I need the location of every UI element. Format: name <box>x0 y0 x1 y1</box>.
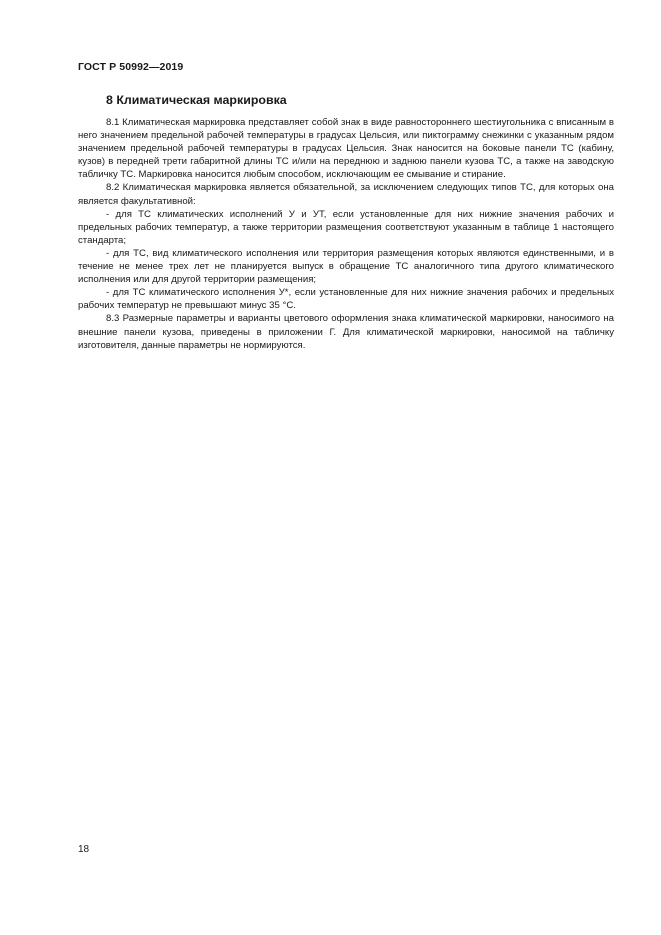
paragraph-8-2: 8.2 Климатическая маркировка является обязательной, за исключением следующих типов ТС, для которых она является факультативной: <box>78 182 614 207</box>
page-number: 18 <box>78 844 90 855</box>
section-title: 8 Климатическая маркировка <box>106 93 287 107</box>
paragraph-8-1: 8.1 Климатическая маркировка представляет собой знак в виде равностороннего шестиугольника с вписанным в него значением предельной рабочей температуры в градусах Цельсия, или пиктограмму снежинки с указанным рядом значением предельной рабочей температуры в градусах Цельсия. Знак наносится на боковые панели ТС (кабину, кузов) в передней трети габаритной длины ТС и/или на переднюю и заднюю панели кузова ТС, а также на заводскую табличку ТС. Маркировка наносится любым способом, исключающим ее смывание и стирание. <box>78 117 614 181</box>
paragraph-8-3: 8.3 Размерные параметры и варианты цветового оформления знака климатической маркировки, наносимого на внешние панели кузова, приведены в приложении Г. Для климатической маркировки, наносимой на табличку изготовителя, данные параметры не нормируются. <box>78 313 614 351</box>
list-item-single-execution: - для ТС, вид климатического исполнения или территория размещения которых являются единственными, и в течение не менее трех лет не планируется выпуск в обращение ТС аналогичного типа другого климатического исполнения или для другой территории размещения; <box>78 247 614 286</box>
list-item-u-star: - для ТС климатического исполнения У*, если установленные для них нижние значения рабочих и предельных рабочих температур не превышают минус 35 °С. <box>78 287 614 312</box>
list-item-u-ut: - для ТС климатических исполнений У и УТ, если установленные для них нижние значения рабочих и предельных рабочих температур, а также территории размещения соответствуют указанным в таблице 1 настоящего стандарта; <box>78 208 614 246</box>
document-header: ГОСТ Р 50992—2019 <box>78 61 184 73</box>
section-content <box>78 93 614 352</box>
